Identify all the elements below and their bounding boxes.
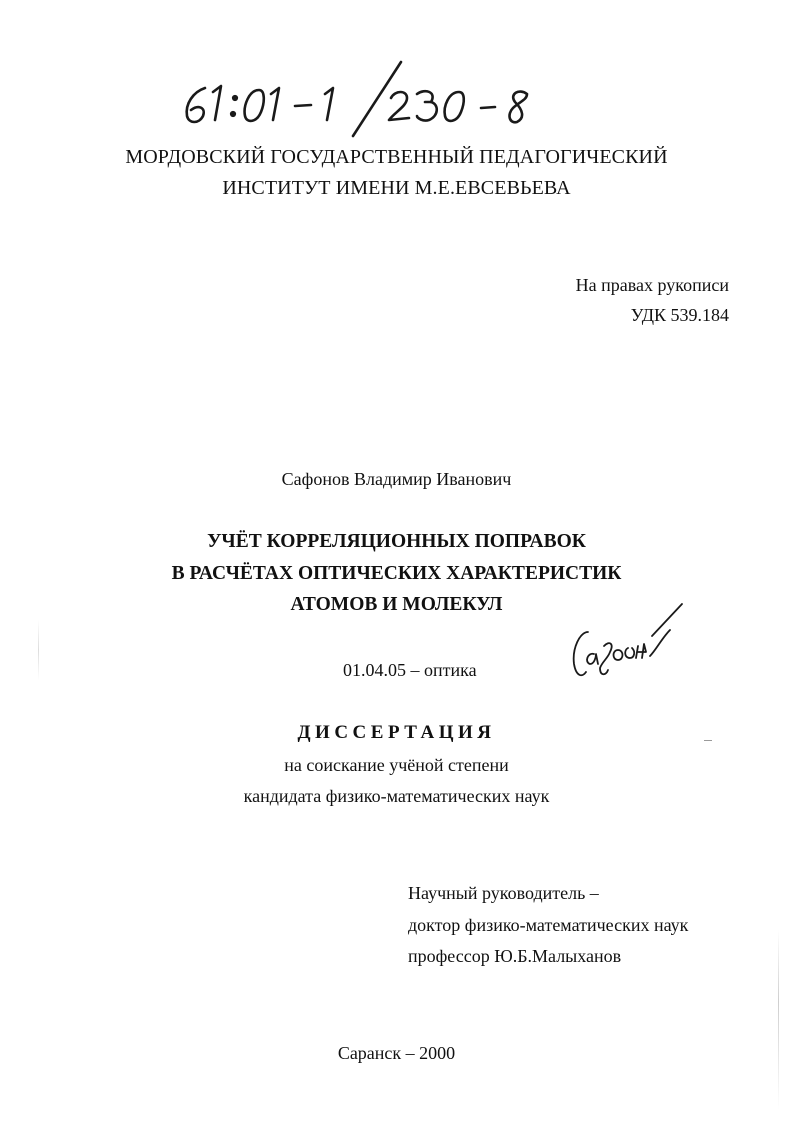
handwritten-catalog-number	[175, 58, 575, 140]
scan-edge-shadow-right	[778, 930, 779, 1110]
title-line-1: УЧЁТ КОРРЕЛЯЦИОННЫХ ПОПРАВОК	[207, 531, 586, 552]
supervisor-name: профессор Ю.Б.Малыханов	[408, 946, 622, 966]
title-line-3: АТОМОВ И МОЛЕКУЛ	[290, 594, 503, 615]
institution-line-1: МОРДОВСКИЙ ГОСУДАРСТВЕННЫЙ ПЕДАГОГИЧЕСКИЙ	[125, 146, 668, 168]
scan-speck	[704, 740, 712, 741]
author-name: Сафонов Владимир Иванович	[281, 469, 512, 489]
scan-edge-shadow-left	[38, 620, 39, 680]
dissertation-heading: ДИССЕРТАЦИЯ	[297, 722, 496, 743]
author-signature	[566, 596, 686, 686]
degree-line-1: на соискание учёной степени	[284, 755, 509, 775]
manuscript-rights-note: На правах рукописи	[575, 275, 729, 295]
title-line-2: В РАСЧЁТАХ ОПТИЧЕСКИХ ХАРАКТЕРИСТИК	[171, 563, 622, 584]
city-year: Саранск – 2000	[337, 1043, 456, 1063]
supervisor-label: Научный руководитель –	[408, 883, 599, 903]
udc-code: УДК 539.184	[630, 305, 729, 325]
supervisor-degree: доктор физико-математических наук	[408, 915, 689, 935]
degree-line-2: кандидата физико-математических наук	[243, 786, 550, 806]
specialty-code: 01.04.05 – оптика	[343, 660, 477, 680]
institution-line-2: ИНСТИТУТ ИМЕНИ М.Е.ЕВСЕВЬЕВА	[222, 177, 571, 199]
